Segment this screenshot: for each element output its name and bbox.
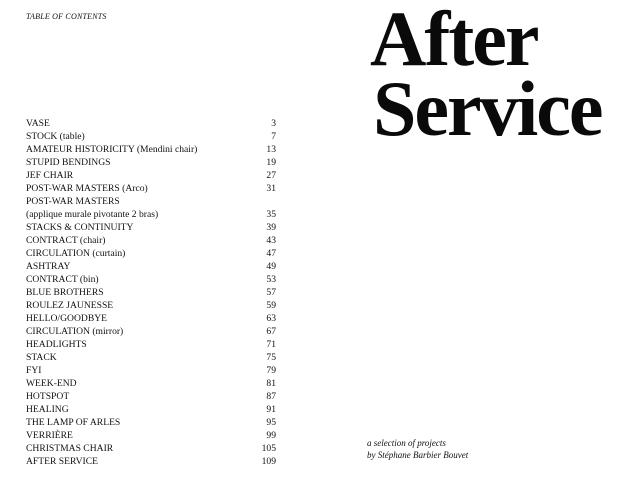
toc-entry-label: STACK bbox=[26, 352, 57, 363]
toc-entry bbox=[26, 234, 276, 247]
book-title bbox=[370, 0, 602, 152]
toc-entry-label: VERRIÈRE bbox=[26, 430, 73, 441]
toc-entry-label: CIRCULATION (mirror) bbox=[26, 326, 124, 337]
toc-entry-page: 105 bbox=[261, 443, 276, 454]
toc-entry-page: 87 bbox=[266, 391, 276, 402]
toc-entry-label: HOTSPOT bbox=[26, 391, 70, 402]
toc-entry-page: 39 bbox=[266, 222, 276, 233]
toc-entry bbox=[26, 312, 276, 325]
toc-entry bbox=[26, 247, 276, 260]
toc-entry bbox=[26, 429, 276, 442]
toc-entry-page: 95 bbox=[266, 417, 276, 428]
toc-entry bbox=[26, 169, 276, 182]
toc-entry bbox=[26, 130, 276, 143]
toc-entry-page: 63 bbox=[266, 313, 276, 324]
toc-entry-page: 19 bbox=[266, 157, 276, 168]
toc-entry bbox=[26, 286, 276, 299]
toc-entry-page: 99 bbox=[266, 430, 276, 441]
toc-entry-label: STUPID BENDINGS bbox=[26, 157, 111, 168]
toc-entry-page: 79 bbox=[266, 365, 276, 376]
toc-entry-page: 53 bbox=[266, 274, 276, 285]
toc-entry bbox=[26, 416, 276, 429]
toc-entry bbox=[26, 364, 276, 377]
toc-entry bbox=[26, 260, 276, 273]
toc-entry bbox=[26, 117, 276, 130]
toc-entry-label: STOCK (table) bbox=[26, 131, 85, 142]
toc-entry-page: 31 bbox=[266, 183, 276, 194]
toc-entry-label: POST-WAR MASTERS bbox=[26, 196, 120, 207]
toc-entry-page: 43 bbox=[266, 235, 276, 246]
toc-entry bbox=[26, 221, 276, 234]
toc-entry bbox=[26, 351, 276, 364]
toc-entry bbox=[26, 195, 276, 208]
toc-entry bbox=[26, 273, 276, 286]
toc-entry bbox=[26, 182, 276, 195]
toc-entry-page: 109 bbox=[261, 456, 276, 467]
toc-entry-page: 27 bbox=[266, 170, 276, 181]
toc-heading: TABLE OF CONTENTS bbox=[26, 12, 107, 21]
toc-entry-label: CIRCULATION (curtain) bbox=[26, 248, 126, 259]
toc-entry bbox=[26, 143, 276, 156]
toc-entry-page: 7 bbox=[271, 131, 276, 142]
toc-entry-page: 81 bbox=[266, 378, 276, 389]
toc-entry-label: STACKS & CONTINUITY bbox=[26, 222, 134, 233]
toc-entry-page: 91 bbox=[266, 404, 276, 415]
title-line-2: Service bbox=[373, 65, 602, 152]
toc-entry-page: 49 bbox=[266, 261, 276, 272]
toc-entry-label: CONTRACT (bin) bbox=[26, 274, 99, 285]
toc-entry-page: 67 bbox=[266, 326, 276, 337]
toc-entry-label: AFTER SERVICE bbox=[26, 456, 98, 467]
toc-entry-label: HELLO/GOODBYE bbox=[26, 313, 108, 324]
toc-entry bbox=[26, 338, 276, 351]
toc-entry-label: POST-WAR MASTERS (Arco) bbox=[26, 183, 148, 194]
toc-entry bbox=[26, 325, 276, 338]
toc-entry-page: 57 bbox=[266, 287, 276, 298]
toc-entry-page: 3 bbox=[271, 118, 276, 129]
toc-entry-label: ASHTRAY bbox=[26, 261, 71, 272]
table-of-contents bbox=[26, 117, 276, 468]
subtitle-line-1: a selection of projects bbox=[367, 438, 446, 448]
toc-entry-label: VASE bbox=[26, 118, 50, 129]
toc-entry bbox=[26, 403, 276, 416]
toc-entry-page: 47 bbox=[266, 248, 276, 259]
toc-entry bbox=[26, 390, 276, 403]
toc-entry-label: CONTRACT (chair) bbox=[26, 235, 106, 246]
toc-entry bbox=[26, 156, 276, 169]
toc-entry-page: 59 bbox=[266, 300, 276, 311]
toc-entry-label: BLUE BROTHERS bbox=[26, 287, 104, 298]
toc-entry-label: (applique murale pivotante 2 bras) bbox=[26, 209, 159, 220]
toc-entry-label: AMATEUR HISTORICITY (Mendini chair) bbox=[26, 144, 198, 155]
toc-entry-label: WEEK-END bbox=[26, 378, 77, 389]
toc-entry-label: HEALING bbox=[26, 404, 69, 415]
toc-entry-label: CHRISTMAS CHAIR bbox=[26, 443, 114, 454]
toc-entry bbox=[26, 455, 276, 468]
toc-entry-page: 75 bbox=[266, 352, 276, 363]
subtitle-line-2: by Stéphane Barbier Bouvet bbox=[367, 450, 469, 460]
toc-entry-label: FYI bbox=[26, 365, 42, 376]
title-line-1: After bbox=[370, 0, 538, 82]
toc-entry-page: 35 bbox=[266, 209, 276, 220]
toc-entry bbox=[26, 208, 276, 221]
toc-entry-page: 71 bbox=[266, 339, 276, 350]
toc-entry-page: 13 bbox=[266, 144, 276, 155]
toc-entry bbox=[26, 442, 276, 455]
toc-entry-label: ROULEZ JAUNESSE bbox=[26, 300, 114, 311]
toc-entry-label: THE LAMP OF ARLES bbox=[26, 417, 121, 428]
book-subtitle bbox=[367, 437, 468, 461]
toc-entry bbox=[26, 299, 276, 312]
toc-entry bbox=[26, 377, 276, 390]
toc-entry-label: HEADLIGHTS bbox=[26, 339, 87, 350]
toc-entry-label: JEF CHAIR bbox=[26, 170, 74, 181]
